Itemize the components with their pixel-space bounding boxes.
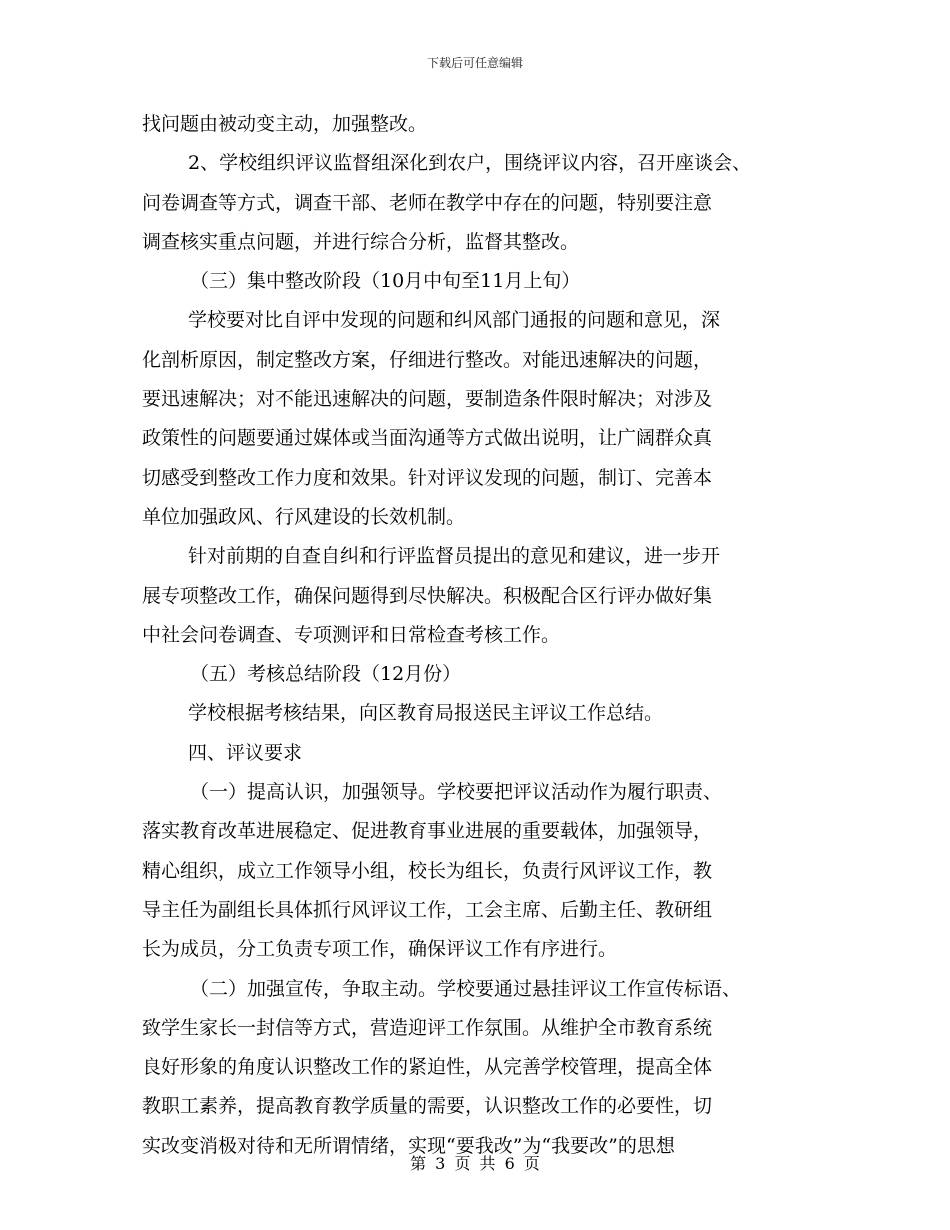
body-line: 实改变消极对待和无所谓情绪，实现“要我改”为“我要改”的思想 bbox=[142, 1134, 675, 1157]
body-line: 教职工素养，提高教育教学质量的需要，认识整改工作的必要性，切 bbox=[142, 1095, 713, 1118]
section-heading: （三）集中整改阶段（10月中旬至11月上旬） bbox=[190, 270, 581, 293]
body-line: 单位加强政风、行风建设的长效机制。 bbox=[142, 505, 466, 528]
body-line: 展专项整改工作，确保问题得到尽快解决。积极配合区行评办做好集 bbox=[142, 584, 713, 607]
section-heading: 四、评议要求 bbox=[188, 741, 303, 764]
document-body bbox=[142, 105, 822, 1166]
body-line: 化剖析原因，制定整改方案，仔细进行整改。对能迅速解决的问题， bbox=[142, 348, 713, 371]
body-line: 政策性的问题要通过媒体或当面沟通等方式做出说明，让广阔群众真 bbox=[142, 427, 713, 450]
body-line: （二）加强宣传，争取主动。学校要通过悬挂评议工作宣传标语、 bbox=[190, 977, 742, 1000]
body-line: 良好形象的角度认识整改工作的紧迫性，从完善学校管理，提高全体 bbox=[142, 1056, 713, 1079]
body-line: 问卷调查等方式，调查干部、老师在教学中存在的问题，特别要注意 bbox=[142, 191, 713, 214]
body-line: 学校根据考核结果，向区教育局报送民主评议工作总结。 bbox=[188, 702, 664, 725]
section-heading: （五）考核总结阶段（12月份） bbox=[190, 663, 462, 686]
body-line: 致学生家长一封信等方式，营造迎评工作氛围。从维护全市教育系统 bbox=[142, 1016, 713, 1039]
body-line: （一）提高认识，加强领导。学校要把评议活动作为履行职责、 bbox=[190, 781, 723, 804]
body-line: 针对前期的自查自纠和行评监督员提出的意见和建议，进一步开 bbox=[188, 545, 721, 568]
body-line: 调查核实重点问题，并进行综合分析，监督其整改。 bbox=[142, 230, 580, 253]
body-line: 要迅速解决；对不能迅速解决的问题，要制造条件限时解决；对涉及 bbox=[142, 388, 713, 411]
page-header: 下载后可任意编辑 bbox=[426, 56, 523, 70]
body-line: 长为成员，分工负责专项工作，确保评议工作有序进行。 bbox=[142, 938, 618, 961]
body-line: 找问题由被动变主动，加强整改。 bbox=[142, 113, 428, 135]
body-line: 精心组织，成立工作领导小组，校长为组长，负责行风评议工作，教 bbox=[142, 859, 713, 882]
page-footer: 第 3 页 共 6 页 bbox=[410, 1154, 540, 1173]
body-line: 导主任为副组长具体抓行风评议工作，工会主席、后勤主任、教研组 bbox=[142, 898, 713, 921]
body-line: 切感受到整改工作力度和效果。针对评议发现的问题，制订、完善本 bbox=[142, 466, 713, 489]
body-line: 中社会问卷调查、专项测评和日常检查考核工作。 bbox=[142, 623, 561, 646]
body-line: 学校要对比自评中发现的问题和纠风部门通报的问题和意见，深 bbox=[188, 309, 721, 332]
body-line: 落实教育改革进展稳定、促进教育事业进展的重要载体，加强领导， bbox=[142, 820, 713, 843]
body-line: 2、学校组织评议监督组深化到农户，围绕评议内容，召开座谈会、 bbox=[188, 152, 752, 175]
